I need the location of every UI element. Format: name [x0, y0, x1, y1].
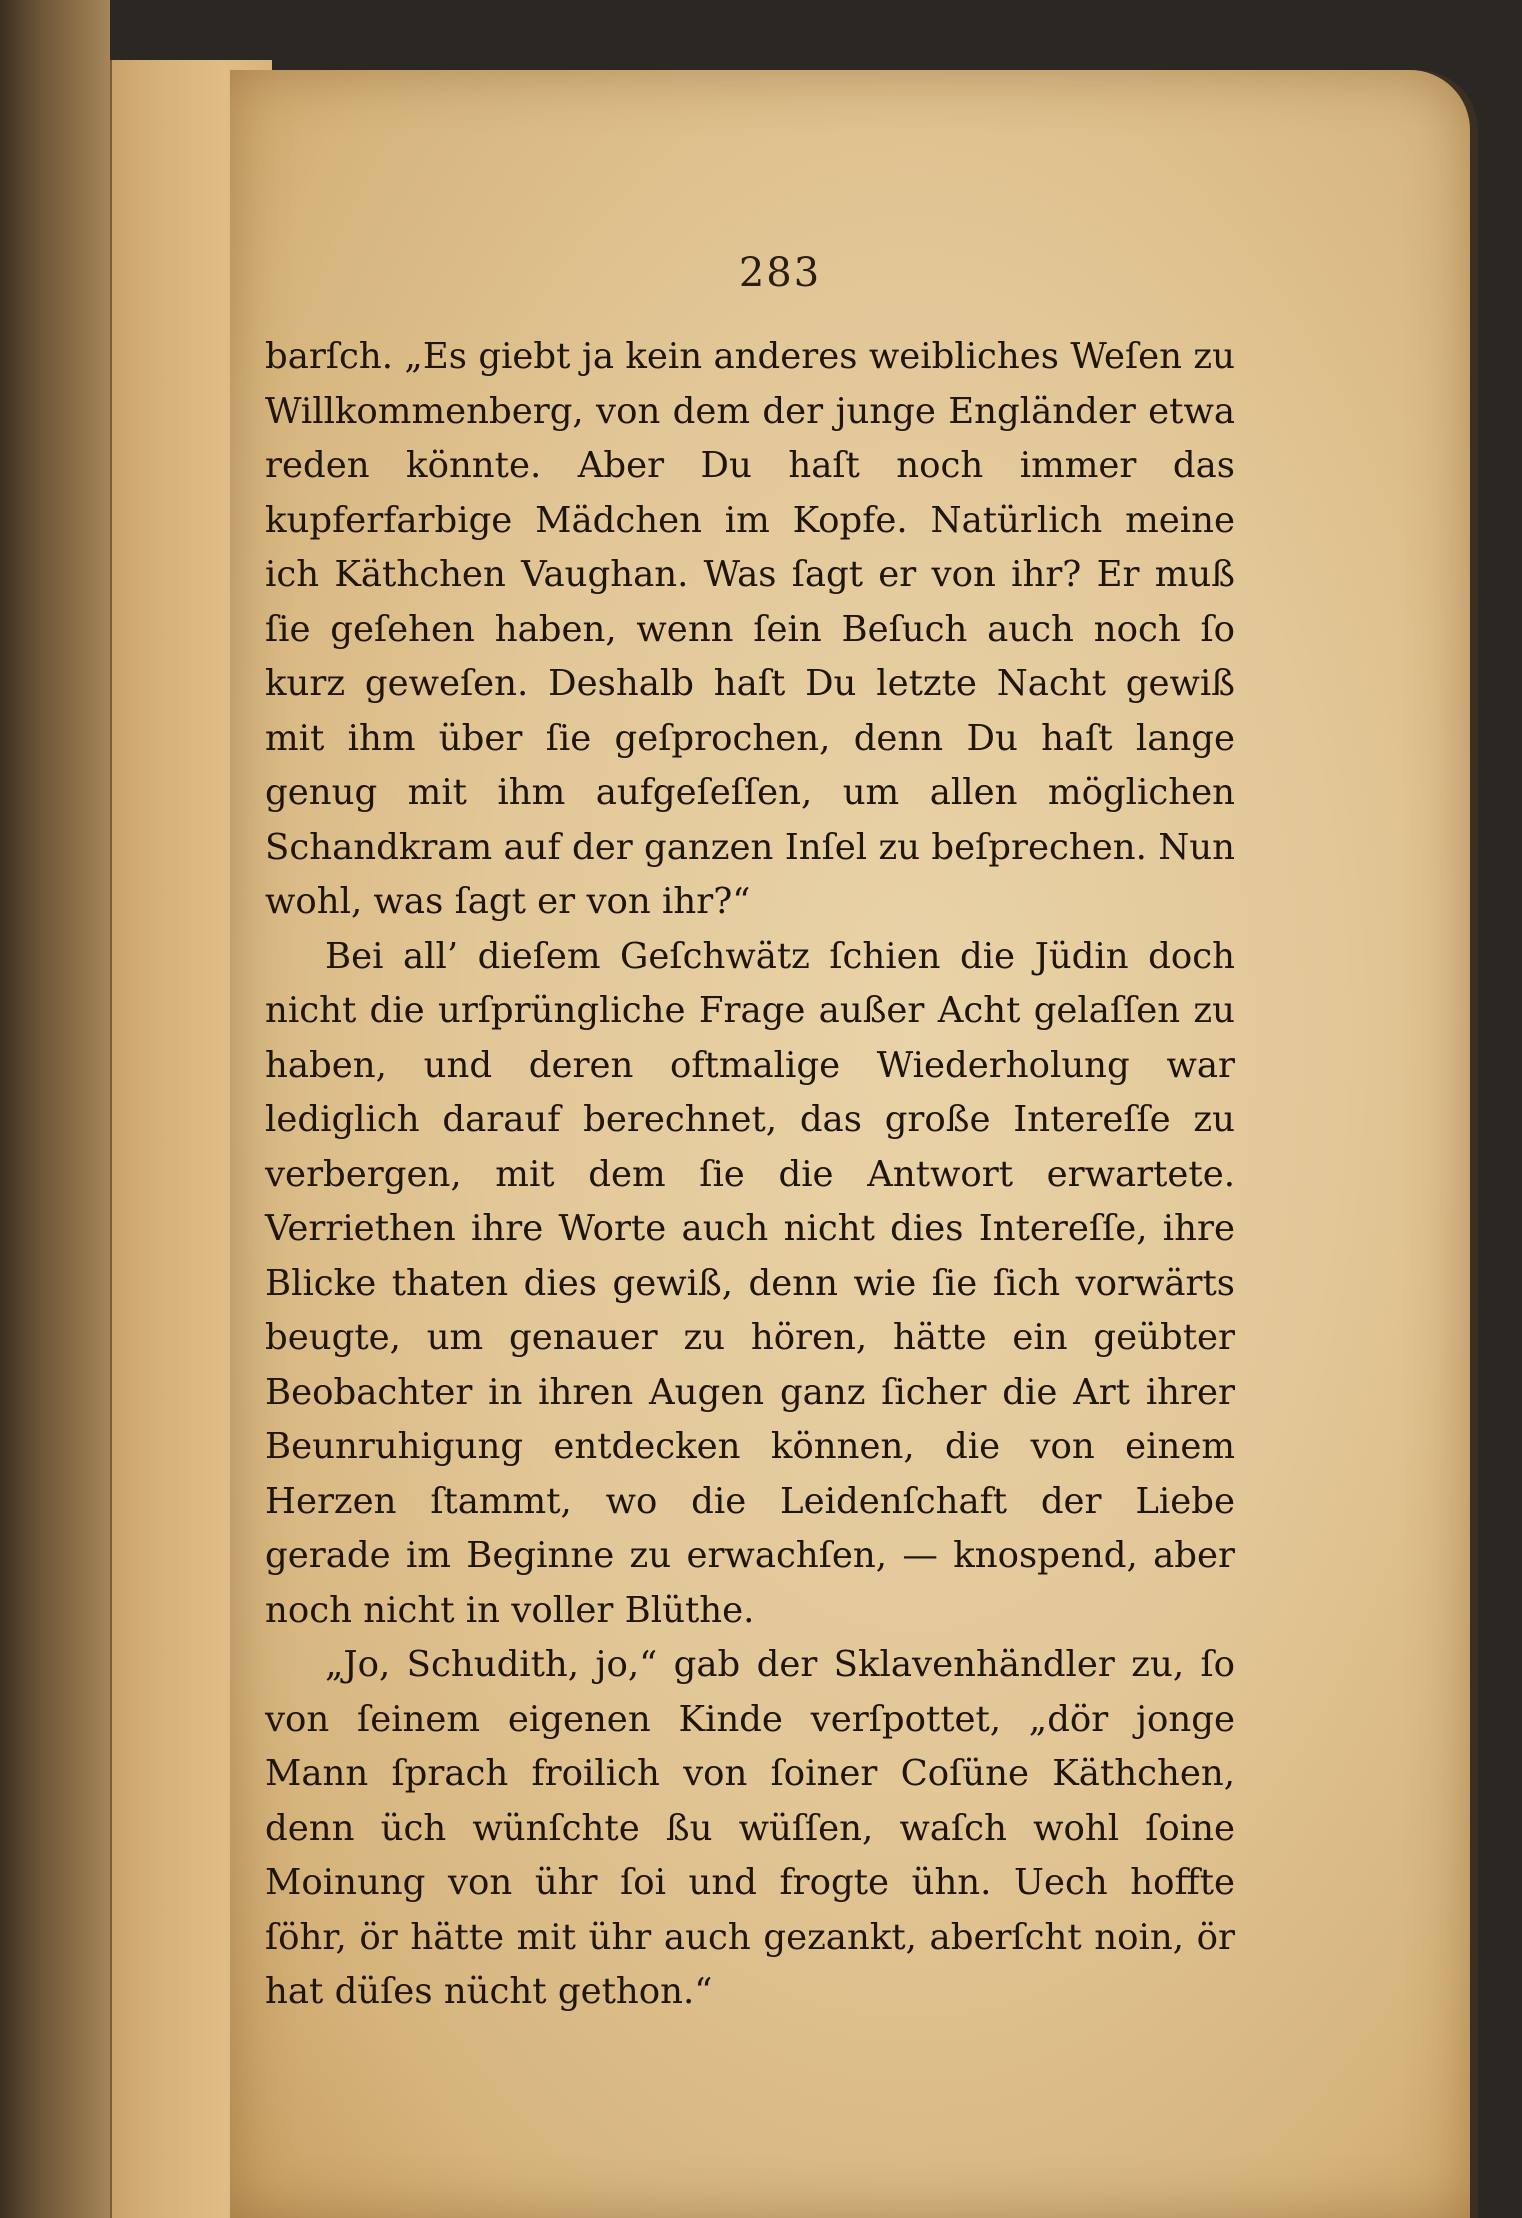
paragraph-1: barſch. „Es giebt ja kein anderes weibliches Weſen zu Willkommenberg, von dem der junge Engländer etwa reden könnte. Aber Du haſt noch immer das kupferfarbige Mädchen im Kopfe. Natürlich meine ich Käthchen Vaughan. Was ſagt er von ihr? Er muß ſie geſehen haben, wenn ſein Beſuch auch noch ſo kurz geweſen. Deshalb haſt Du letzte Nacht gewiß mit ihm über ſie geſprochen, denn Du haſt lange genug mit ihm aufgeſeſſen, um allen möglichen Schandkram auf der ganzen Inſel zu beſprechen. Nun wohl, was ſagt er von ihr?“	[265, 336, 1235, 922]
paragraph-2: Bei all’ dieſem Geſchwätz ſchien die Jüdin doch nicht die urſprüngliche Frage außer Acht gelaſſen zu haben, und deren oftmalige Wiederholung war lediglich darauf berechnet, das große Intereſſe zu verbergen, mit dem ſie die Antwort erwartete. Verriethen ihre Worte auch nicht dies Intereſſe, ihre Blicke thaten dies gewiß, denn wie ſie ſich vorwärts beugte, um genauer zu hören, hätte ein geübter Beobachter in ihren Augen ganz ſicher die Art ihrer Beunruhigung entdecken können, die von einem Herzen ſtammt, wo die Leidenſchaft der Liebe gerade im Beginne zu erwachſen, — knospend, aber noch nicht in voller Blüthe.	[265, 935, 1235, 1631]
page-number: 283	[738, 250, 822, 296]
page-body	[265, 330, 1235, 2020]
book-spine	[0, 0, 110, 2218]
paragraph-3: „Jo, Schudith, jo,“ gab der Sklavenhändler zu, ſo von ſeinem eigenen Kinde verſpottet, „dör jonge Mann ſprach froilich von ſoiner Coſüne Käthchen, denn üch wünſchte ßu wüſſen, waſch wohl ſoine Moinung von ühr ſoi und frogte ühn. Uech hoffte ſöhr, ör hätte mit ühr auch gezankt, aberſcht noin, ör hat düſes nücht gethon.“	[265, 1644, 1235, 2012]
